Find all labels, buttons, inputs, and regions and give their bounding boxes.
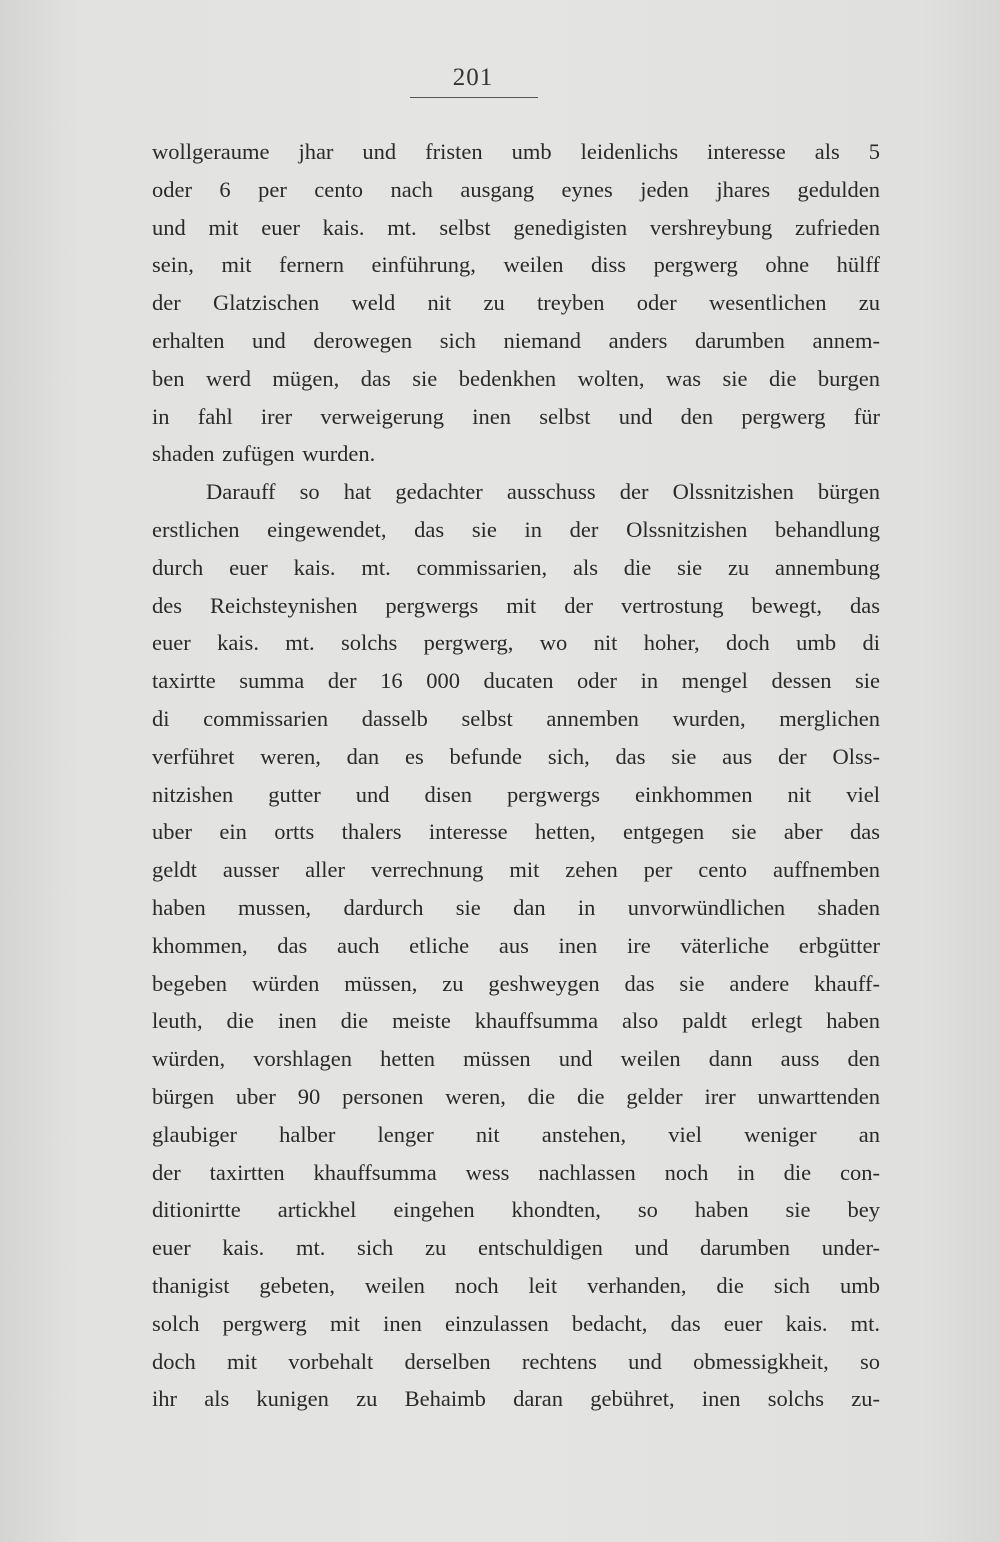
text-line: euer kais. mt. sich zu entschuldigen und darumben under- (152, 1235, 880, 1261)
text-line: solch pergwerg mit inen einzulassen bedacht, das euer kais. mt. (152, 1310, 880, 1336)
text-line: durch euer kais. mt. commissarien, als die sie zu annembung (152, 554, 880, 580)
text-line: haben mussen, dardurch sie dan in unvorwündlichen shaden (152, 894, 880, 920)
text-line: in fahl irer verweigerung inen selbst und den pergwerg für (152, 403, 880, 429)
text-line: sein, mit fernern einführung, weilen diss pergwerg ohne hülff (152, 252, 880, 278)
text-line: begeben würden müssen, zu geshweygen das sie andere khauff- (152, 970, 880, 996)
paragraph (152, 133, 880, 473)
text-line: wollgeraume jhar und fristen umb leidenlichs interesse als 5 (152, 139, 880, 164)
text-line: di commissarien dasselb selbst annemben wurden, merglichen (152, 705, 880, 731)
text-line: doch mit vorbehalt derselben rechtens und obmessigkheit, so (152, 1348, 880, 1374)
text-line: khommen, das auch etliche aus inen ire väterliche erbgütter (152, 932, 880, 958)
text-line: geldt ausser aller verrechnung mit zehen per cento auffnemben (152, 857, 880, 883)
text-line: und mit euer kais. mt. selbst genedigisten vershreybung zufrieden (152, 214, 880, 240)
text-line: bürgen uber 90 personen weren, die die gelder irer unwarttenden (152, 1083, 880, 1109)
text-line: der Glatzischen weld nit zu treyben oder wesentlichen zu (152, 290, 880, 316)
paragraph (152, 473, 880, 1418)
text-line: erstlichen eingewendet, das sie in der Olssnitzishen behandlung (152, 516, 880, 542)
text-line: oder 6 per cento nach ausgang eynes jeden jhares gedulden (152, 176, 880, 202)
body-text (152, 133, 880, 1418)
text-line: leuth, die inen die meiste khauffsumma also paldt erlegt haben (152, 1008, 880, 1034)
text-line: des Reichsteynishen pergwergs mit der vertrostung bewegt, das (152, 592, 880, 618)
text-line: nitzishen gutter und disen pergwergs einkhommen nit viel (152, 781, 880, 807)
text-line: ihr als kunigen zu Behaimb daran gebühret, inen solchs zu- (152, 1386, 880, 1412)
text-line: taxirtte summa der 16 000 ducaten oder in mengel dessen sie (152, 668, 880, 694)
text-line: glaubiger halber lenger nit anstehen, viel weniger an (152, 1121, 880, 1147)
text-line: ben werd mügen, das sie bedenkhen wolten, was sie die burgen (152, 365, 880, 391)
text-line: der taxirtten khauffsumma wess nachlassen noch in die con- (152, 1159, 880, 1185)
text-line: würden, vorshlagen hetten müssen und weilen dann auss den (152, 1046, 880, 1072)
text-line: euer kais. mt. solchs pergwerg, wo nit hoher, doch umb di (152, 630, 880, 656)
header-rule (410, 97, 538, 98)
text-line: shaden zufügen wurden. (152, 441, 376, 467)
text-line: verführet weren, dan es befunde sich, das sie aus der Olss- (152, 743, 880, 769)
text-line: erhalten und derowegen sich niemand anders darumben annem- (152, 327, 880, 353)
text-line: ditionirtte artickhel eingehen khondten, so haben sie bey (152, 1197, 880, 1223)
text-line: thanigist gebeten, weilen noch leit verhanden, die sich umb (152, 1272, 880, 1298)
text-line: Darauff so hat gedachter ausschuss der Olssnitzishen bürgen (206, 479, 880, 505)
text-line: uber ein ortts thalers interesse hetten, entgegen sie aber das (152, 819, 880, 845)
page-number: 201 (452, 64, 494, 91)
